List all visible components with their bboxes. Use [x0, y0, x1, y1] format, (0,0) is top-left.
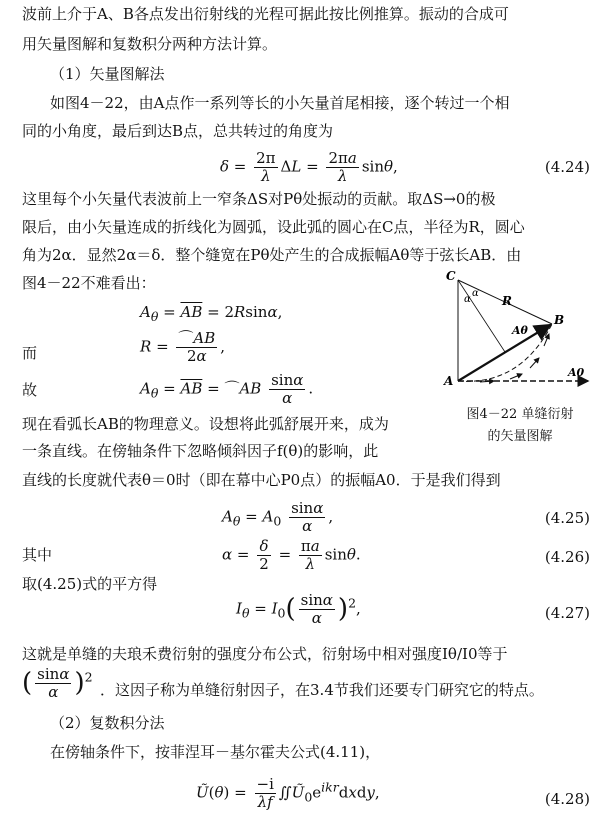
text-line: 如图4－22，由A点作一系列等长的小矢量首尾相接，逐个转过一个相: [50, 94, 510, 112]
equation-number: (4.27): [544, 604, 590, 622]
text-line: 故: [22, 381, 38, 399]
chord-arrow: [458, 325, 550, 381]
text-line: 角为2α．显然2α＝δ．整个缝宽在Pθ处产生的合成振幅Aθ等于弦长AB．由: [22, 246, 522, 264]
text-line: 这就是单缝的夫琅禾费衍射的强度分布公式，衍射场中相对强度Iθ/I0等于: [22, 645, 508, 663]
equation-amplitude: $A_\theta = \overline{AB} = 2Rsin\alpha$,: [140, 303, 283, 324]
text-line: 而: [22, 344, 38, 362]
text-line: 图4－22不难看出：: [22, 274, 156, 292]
section-heading: （2）复数积分法: [50, 714, 165, 732]
text-line: 波前上介于A、B各点发出衍射线的光程可据此按比例推算。振动的合成可: [22, 5, 509, 23]
section-heading: （1）矢量图解法: [50, 65, 165, 83]
text-line: ．这因子称为单缝衍射因子，在3.4节我们还要专门研究它的特点。: [100, 681, 544, 699]
figure-caption: 图4－22 单缝衍射: [466, 407, 574, 422]
inline-factor: ( $\frac{\sin\alpha}{\alpha}$ )$^2$: [22, 665, 93, 701]
label-c: C: [446, 269, 456, 283]
text-line: 一条直线。在傍轴条件下忽略倾斜因子f(θ)的影响，此: [22, 442, 379, 460]
label-a-theta: Aθ: [512, 324, 528, 337]
text-line: 用矢量图解和复数积分两种方法计算。: [22, 35, 278, 53]
equation-number: (4.28): [544, 790, 590, 808]
equation-4-27: $I_\theta = I_0$( $\frac{\sin\alpha}{\alpha}$ )$^2$,: [236, 591, 361, 627]
text-line: 限后，由小矢量连成的折线化为圆弧，设此弧的圆心在C点，半径为R，圆心: [22, 218, 525, 236]
text-line: 直线的长度就代表θ＝0时（即在幕中心P0点）的振幅A0．于是我们得到: [22, 471, 501, 489]
equation-4-28: Ũ(θ) = $\frac{-i}{\lambda f}$ $∬Ũ_0e^{ikr}dxdy$,: [196, 775, 380, 811]
equation-gu: $A_\theta = \overline{AB}$ = ⌒AB $\frac{\sin\alpha}{\alpha}$ .: [140, 371, 314, 407]
text-line: 这里每个小矢量代表波前上一窄条ΔS对Pθ处振动的贡献。取ΔS→0的极: [22, 190, 496, 208]
text-line: 取(4.25)式的平方得: [22, 575, 158, 593]
label-b: B: [554, 313, 565, 327]
equation-number: (4.26): [544, 548, 590, 566]
equation-4-24: δ = $\frac{2\pi}{\lambda}$ ΔL = $\frac{2\pi a}{\lambda}$ sinθ,: [220, 149, 398, 185]
text-line: 其中: [22, 546, 53, 564]
text-line: 在傍轴条件下，按菲涅耳－基尔霍夫公式(4.11)，: [50, 743, 381, 761]
figure-caption: 的矢量图解: [487, 429, 553, 444]
label-a: A: [444, 374, 454, 388]
text-line: 现在看弧长AB的物理意义。设想将此弧舒展开来，成为: [22, 415, 389, 433]
equation-number: (4.24): [544, 158, 590, 176]
equation-number: (4.25): [544, 509, 590, 527]
vector-diagram: [440, 268, 602, 388]
equation-4-26: α = $\frac{\delta}{2}$ = $\frac{\pi a}{\lambda}$ sinθ.: [222, 537, 361, 573]
label-r: R: [502, 294, 512, 308]
equation-4-25: $A_\theta = A_0$ $\frac{\sin\alpha}{\alpha}$ ,: [222, 499, 334, 535]
label-alpha: α: [472, 288, 479, 299]
label-a0: A0: [568, 366, 585, 379]
text-line: 同的小角度，最后到达B点，总共转过的角度为: [22, 122, 334, 140]
label-alpha: α: [464, 294, 471, 305]
equation-radius: R = $\frac{⌒AB}{2\alpha}$ ,: [140, 329, 226, 365]
